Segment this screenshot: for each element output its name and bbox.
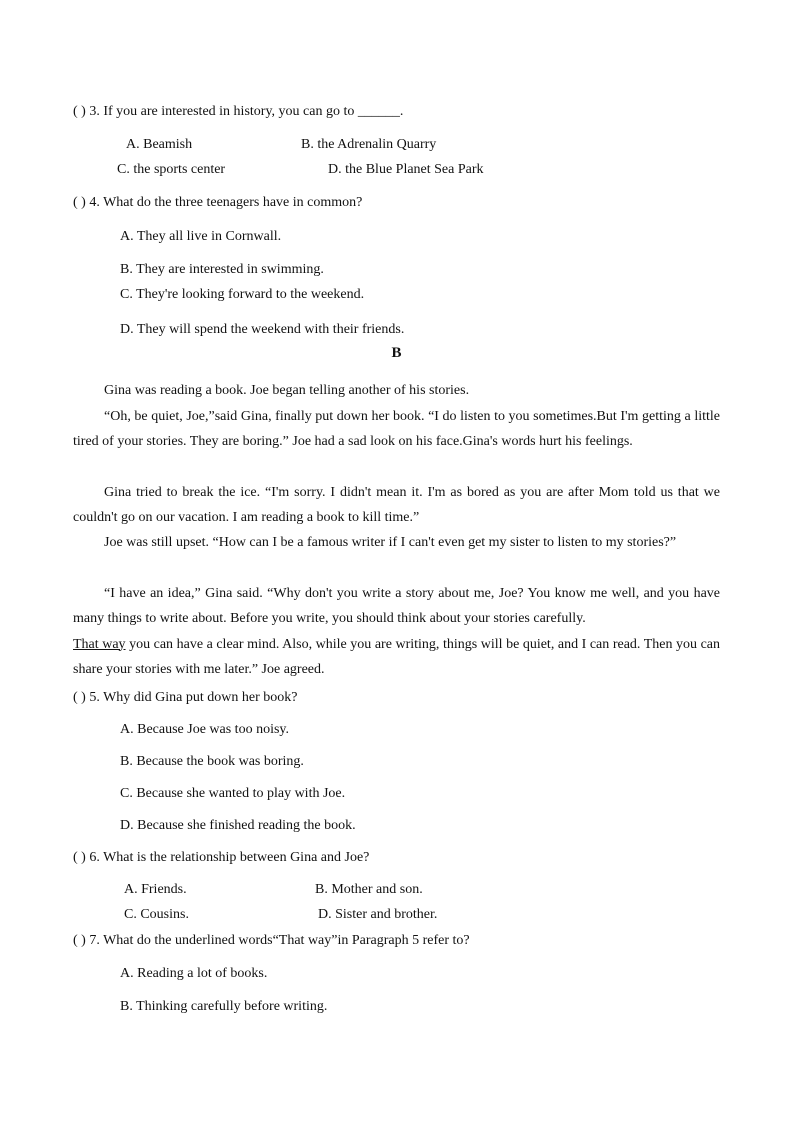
q4-option-d[interactable]: D. They will spend the weekend with their friends. — [120, 322, 405, 337]
q7-option-a[interactable]: A. Reading a lot of books. — [120, 966, 268, 981]
q5-stem: ( ) 5. Why did Gina put down her book? — [73, 690, 298, 705]
q4-option-c[interactable]: C. They're looking forward to the weekend. — [120, 287, 365, 302]
q6-option-b[interactable]: B. Mother and son. — [315, 882, 423, 897]
q3-option-b[interactable]: B. the Adrenalin Quarry — [301, 137, 437, 152]
q3-option-a[interactable]: A. Beamish — [126, 137, 193, 152]
q5-option-c[interactable]: C. Because she wanted to play with Joe. — [120, 786, 346, 801]
q5-option-d[interactable]: D. Because she finished reading the book. — [120, 818, 356, 833]
passage-paragraph-2: “Oh, be quiet, Joe,”said Gina, finally put down her book. “I do listen to you sometimes.But I'm getting a little tired of your stories. They are boring.” Joe had a sad look on his face.Gina's words hurt his feelings. — [73, 409, 720, 450]
q6-option-d[interactable]: D. Sister and brother. — [318, 907, 438, 922]
section-title: B — [391, 345, 402, 361]
q3-stem: ( ) 3. If you are interested in history, you can go to ______. — [73, 104, 404, 119]
q3-option-d[interactable]: D. the Blue Planet Sea Park — [328, 162, 484, 177]
paragraph-5-start: “I have an idea,” Gina said. “Why don't you write a story about me, Joe? You know me well, and you have many things to write about. Before you write, you should think about your stories carefully. — [73, 586, 720, 627]
q5-option-a[interactable]: A. Because Joe was too noisy. — [120, 722, 290, 737]
q7-option-b[interactable]: B. Thinking carefully before writing. — [120, 999, 328, 1014]
passage-paragraph-1: Gina was reading a book. Joe began telling another of his stories. — [104, 383, 470, 398]
q5-option-b[interactable]: B. Because the book was boring. — [120, 754, 304, 769]
q4-option-a[interactable]: A. They all live in Cornwall. — [120, 229, 282, 244]
passage-paragraph-4: Joe was still upset. “How can I be a famous writer if I can't even get my sister to listen to my stories?” — [104, 535, 677, 550]
underlined-phrase: That way — [73, 636, 126, 652]
q6-option-a[interactable]: A. Friends. — [124, 882, 187, 897]
q6-option-c[interactable]: C. Cousins. — [124, 907, 189, 922]
q4-stem: ( ) 4. What do the three teenagers have in common? — [73, 195, 363, 210]
passage-paragraph-3: Gina tried to break the ice. “I'm sorry. I didn't mean it. I'm as bored as you are after Mom told us that we couldn't go on our vacation. I am reading a book to kill time.” — [73, 485, 720, 526]
q6-stem: ( ) 6. What is the relationship between Gina and Joe? — [73, 850, 370, 865]
q7-stem: ( ) 7. What do the underlined words“That way”in Paragraph 5 refer to? — [73, 933, 470, 948]
q4-option-b[interactable]: B. They are interested in swimming. — [120, 262, 324, 277]
passage-paragraph-5 — [73, 581, 720, 682]
paragraph-5-end: you can have a clear mind. Also, while you are writing, things will be quiet, and I can read. Then you can share your stories with me later.” Joe agreed. — [73, 636, 720, 677]
q3-option-c[interactable]: C. the sports center — [117, 162, 226, 177]
